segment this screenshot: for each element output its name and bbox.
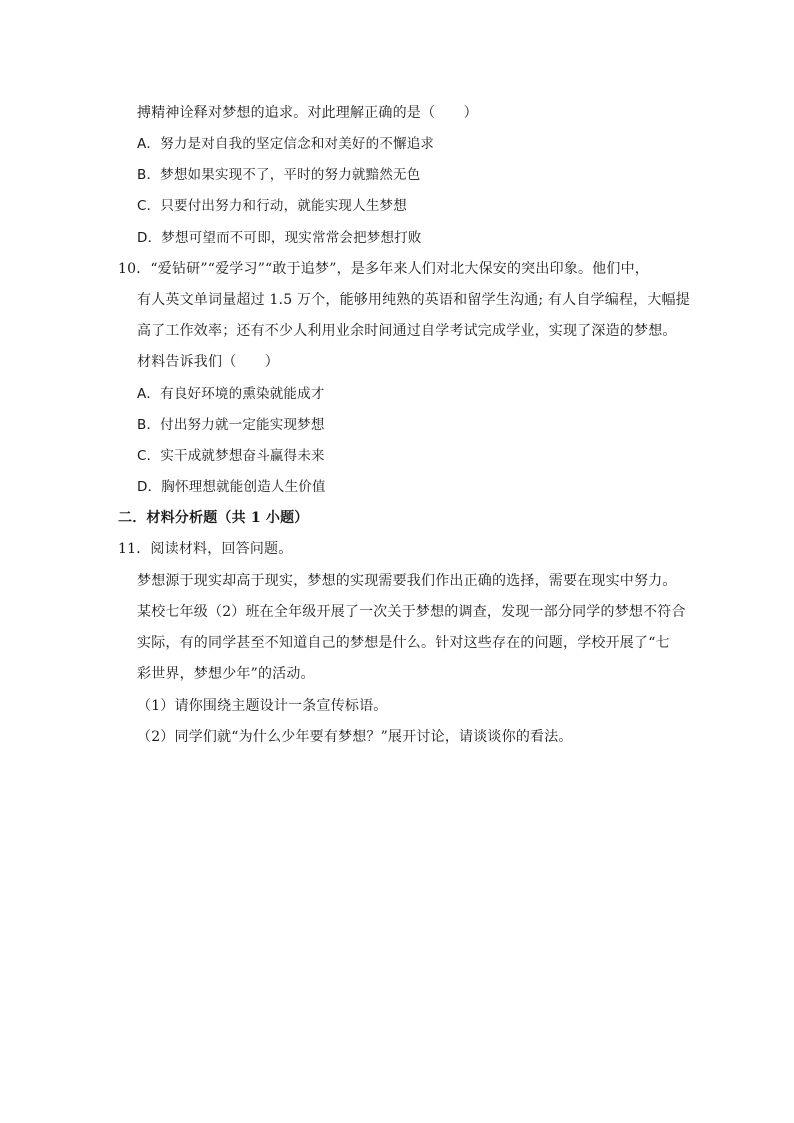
q11-material-line-3: 实际，有的同学甚至不知道自己的梦想是什么。针对这些存在的问题，学校开展了“七	[137, 635, 670, 651]
q10-option-c: C．实干成就梦想奋斗赢得未来	[137, 448, 325, 464]
q10-option-a: A．有良好环境的熏染就能成才	[137, 386, 325, 402]
q10-stem-line-1: “爱钻研”“爱学习”“敢于追梦”，是多年来人们对北大保安的突出印象。他们中，	[150, 261, 649, 277]
q9-option-b: B．梦想如果实现不了，平时的努力就黯然无色	[137, 167, 421, 183]
q10-stem-line-3: 高了工作效率；还有不少人利用业余时间通过自学考试完成学业，实现了深造的梦想。	[137, 323, 677, 339]
q9-option-a: A．努力是对自我的坚定信念和对美好的不懈追求	[137, 136, 435, 152]
q11-sub-question-2: （2）同学们就“为什么少年要有梦想？”展开讨论，请谈谈你的看法。	[137, 729, 573, 745]
q9-option-d: D．梦想可望而不可即，现实常常会把梦想打败	[137, 230, 422, 246]
q10-stem-line-4: 材料告诉我们（ ）	[137, 354, 279, 370]
q11-material-line-2: 某校七年级（2）班在全年级开展了一次关于梦想的调查，发现一部分同学的梦想不符合	[137, 604, 686, 620]
q11-number: 11．	[118, 541, 151, 557]
q10-first-line	[118, 259, 649, 279]
q9-option-c: C．只要付出努力和行动，就能实现人生梦想	[137, 198, 407, 214]
q11-sub-question-1: （1）请你围绕主题设计一条宣传标语。	[137, 698, 388, 714]
q11-intro: 阅读材料，回答问题。	[150, 541, 293, 557]
q11-material-line-1: 梦想源于现实却高于现实，梦想的实现需要我们作出正确的选择，需要在现实中努力。	[137, 573, 677, 589]
q10-option-b: B．付出努力就一定能实现梦想	[137, 417, 325, 433]
q10-stem-line-2: 有人英文单词量超过 1.5 万个，能够用纯熟的英语和留学生沟通; 有人自学编程，大幅提	[137, 292, 690, 308]
q11-material-line-4: 彩世界，梦想少年”的活动。	[137, 666, 315, 682]
q11-first-line	[118, 539, 292, 559]
q10-number: 10．	[118, 261, 151, 277]
section-2-title: 二．材料分析题（共 1 小题）	[118, 510, 309, 526]
q9-stem-end: 搏精神诠释对梦想的追求。对此理解正确的是（ ）	[137, 105, 478, 121]
q10-option-d: D．胸怀理想就能创造人生价值	[137, 479, 326, 495]
